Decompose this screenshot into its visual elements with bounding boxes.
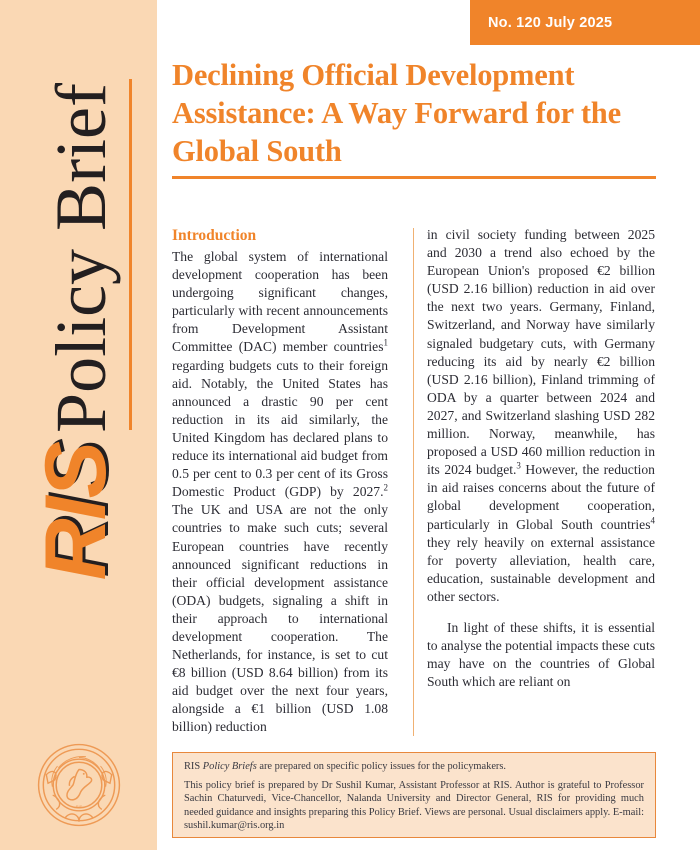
left-text-column [172, 226, 400, 738]
intro-text-part-1: The global system of international development cooperation has been undergoing significant changes, particularly with recent announcements from Development Assistant Committee (DAC) member countries [172, 249, 388, 355]
footnote-marker-3: 3 [516, 460, 521, 471]
footer-note-box [172, 752, 656, 838]
brand-policy-brief-text: Policy Brief [40, 83, 120, 433]
footer-line-1-italic: Policy Briefs [202, 761, 257, 772]
brand-lockup [9, 75, 149, 775]
column-divider [413, 228, 414, 736]
intro-paragraph [172, 248, 388, 737]
footer-line-2: This policy brief is prepared by Dr Sushil Kumar, Assistant Professor at RIS. Author is grateful to Professor Sachin Chaturvedi, Vice-Chancellor, Nalanda University and Director General, RIS for providing much needed guidance and insights preparing this Policy Brief. Views are personal. Usual disclaimers apply. E-mail: sushil.kumar@ris.org.in [184, 779, 644, 832]
intro-text-part-3: The UK and USA are not the only countries to make such cuts; several European countries have recently announced significant reductions in their official development assistance (ODA) budgets, signaling a shift in their approach to international development cooperation. The Netherlands, for instance, is set to cut €8 billion (USD 8.64 billion) from its aid budget over the next four years, alongside a €1 billion (USD 1.08 billion) reduction [172, 502, 388, 735]
continuation-text-part-3: they rely heavily on external assistance for poverty alleviation, health care, education, sustainable development and other sectors. [427, 534, 655, 604]
footnote-marker-2: 2 [383, 482, 388, 493]
brand-underline-rule [128, 79, 131, 430]
continuation-text-part-1: in civil society funding between 2025 and 2030 a trend also echoed by the European Union's proposed €2 billion (USD 2.16 billion) reduction in aid over the next two years. Germany, Finland, Switzerland, and Norway have similarly signaled budgetary cuts, with Germany reducing its aid by nearly €2 billion (USD 2.16 billion), Finland trimming of ODA by a quarter between 2024 and 2027, and Switzerland slashing USD 282 million. Norway, meanwhile, has proposed a USD 460 million reduction in its 2024 budget. [427, 227, 655, 478]
footer-line-1-suffix: are prepared on specific policy issues for the policymakers. [256, 761, 507, 772]
footnote-marker-4: 4 [650, 514, 655, 525]
body-columns [172, 226, 656, 738]
intro-text-part-2: regarding budgets cuts to their foreign aid. Notably, the United States has announced a drastic 90 per cent reduction in its aid similarly, the United Kingdom has declared plans to reduce its international aid budget from 0.5 per cent to 0.3 per cent of its Gross Domestic Product (GDP) by 2027. [172, 357, 388, 500]
sidebar [0, 0, 157, 850]
brand-inner [26, 83, 131, 580]
second-paragraph: In light of these shifts, it is essential to analyse the potential impacts these cuts may have on the countries of Global South which are reliant on [427, 619, 655, 690]
page-title: Declining Official Development Assistance: A Way Forward for the Global South [172, 58, 621, 168]
section-heading-introduction: Introduction [172, 227, 257, 244]
ris-dove-emblem-icon [36, 742, 122, 828]
svg-text:RIS: RIS [75, 805, 83, 810]
issue-number-badge [470, 0, 700, 45]
issue-number-label: No. 120 July 2025 [488, 14, 613, 31]
footer-line-1 [184, 760, 644, 774]
footer-line-1-prefix: RIS [184, 761, 203, 772]
footnote-marker-1: 1 [383, 337, 388, 348]
continuation-text-part-2: However, the reduction in aid raises concerns about the future of global development cooperation, particularly in Global South countries [427, 462, 655, 532]
continuation-paragraph [427, 226, 655, 606]
title-block [172, 56, 656, 179]
title-divider-rule [172, 176, 656, 179]
right-text-column [427, 226, 655, 738]
brand-ris-logotype: RIS [27, 442, 123, 581]
